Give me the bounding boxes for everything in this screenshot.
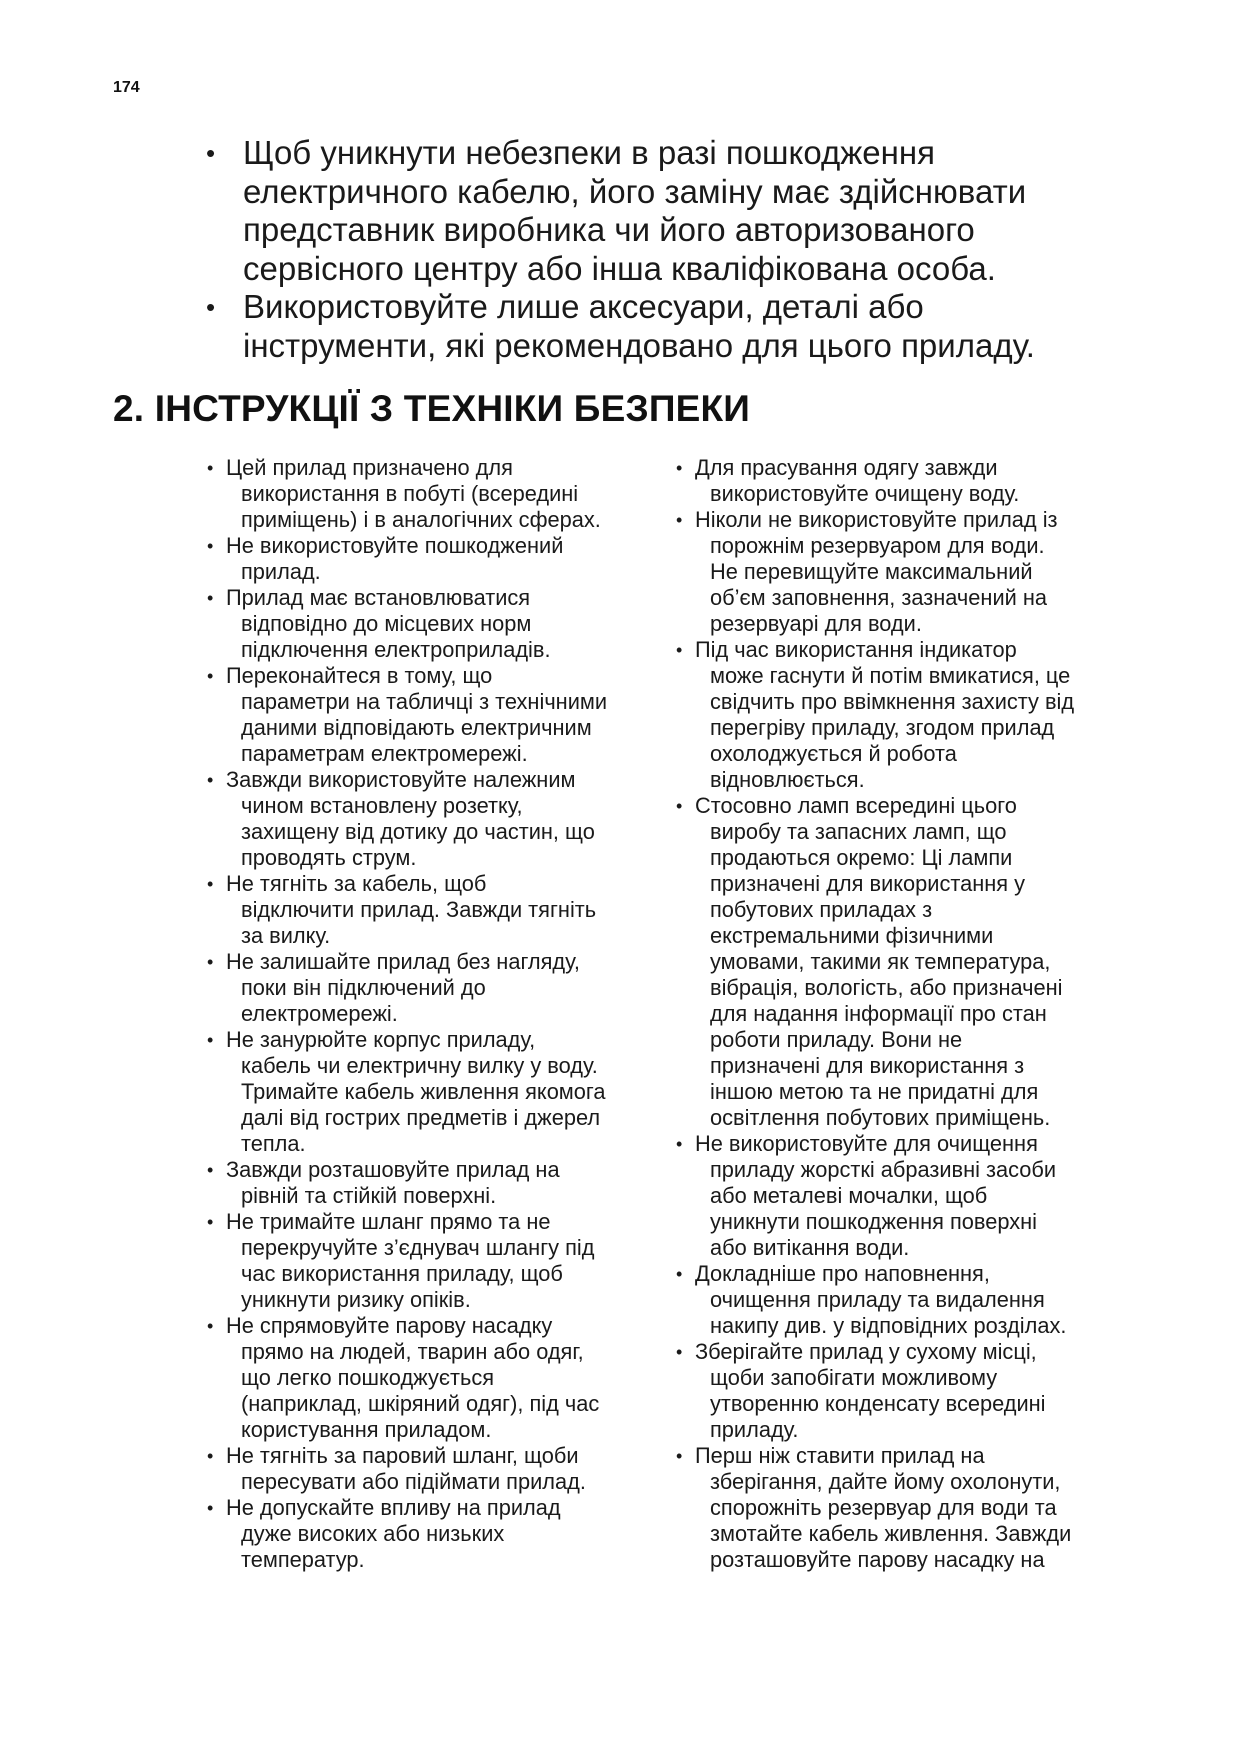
- list-item-line: вібрація, вологість, або призначені: [710, 975, 1063, 1000]
- list-item-line: чином встановлену розетку,: [241, 793, 523, 818]
- page-number: 174: [113, 79, 140, 96]
- list-item-line: Не занурюйте корпус приладу,: [226, 1027, 536, 1052]
- bullet-icon: •: [207, 1212, 214, 1232]
- list-item-line: утворенню конденсату всередині: [710, 1391, 1046, 1416]
- list-item-line: захищену від дотику до частин, що: [241, 819, 595, 844]
- list-item-line: представник виробника чи його авторизованого: [243, 211, 975, 248]
- list-item: [207, 1313, 677, 1443]
- list-item-line: перегріву приладу, згодом прилад: [710, 715, 1055, 740]
- list-item: [676, 455, 1126, 507]
- list-item-line: рівній та стійкій поверхні.: [241, 1183, 497, 1208]
- list-item-line: що легко пошкоджується: [241, 1365, 495, 1390]
- list-item-line: або витікання води.: [710, 1235, 910, 1260]
- list-item: [676, 507, 1126, 637]
- bullet-icon: •: [207, 770, 214, 790]
- list-item-line: перекручуйте з’єднувач шлангу під: [241, 1235, 595, 1260]
- list-item: [676, 1443, 1126, 1573]
- bullet-icon: •: [676, 1342, 683, 1362]
- list-item-line: очищення приладу та видалення: [710, 1287, 1045, 1312]
- list-item: [206, 134, 1166, 288]
- list-item-line: уникнути ризику опіків.: [241, 1287, 471, 1312]
- list-item-line: для надання інформації про стан: [710, 1001, 1047, 1026]
- bullet-icon: •: [207, 588, 214, 608]
- right-column-bullet-list: [676, 455, 1126, 1573]
- list-item-line: відновлюється.: [710, 767, 865, 792]
- list-item-line: роботи приладу. Вони не: [710, 1027, 963, 1052]
- list-item-line: параметри на табличці з технічними: [241, 689, 608, 714]
- bullet-icon: •: [676, 1264, 683, 1284]
- list-item-line: сервісного центру або інша кваліфікована особа.: [243, 249, 996, 287]
- list-item-line: Завжди розташовуйте прилад на: [226, 1157, 560, 1182]
- list-item-line: Щоб уникнути небезпеки в разі пошкодження: [243, 134, 935, 171]
- list-item-line: Не використовуйте для очищення: [695, 1131, 1038, 1156]
- list-item-line: резервуарі для води.: [710, 611, 922, 636]
- list-item: [207, 767, 677, 871]
- list-item-line: змотайте кабель живлення. Завжди: [710, 1521, 1072, 1546]
- bullet-icon: •: [207, 666, 214, 686]
- list-item-line: може гаснути й потім вмикатися, це: [710, 663, 1071, 688]
- bullet-icon: •: [676, 1134, 683, 1154]
- list-item-line: використання в побуті (всередині: [241, 481, 579, 506]
- bullet-icon: •: [207, 1030, 214, 1050]
- list-item: [676, 1131, 1126, 1261]
- list-item: [207, 1157, 677, 1209]
- list-item-line: приміщень) і в аналогічних сферах.: [241, 507, 601, 532]
- list-item-line: інструменти, які рекомендовано для цього приладу.: [243, 326, 1035, 364]
- list-item-line: Не залишайте прилад без нагляду,: [226, 949, 580, 974]
- list-item-line: тепла.: [241, 1131, 306, 1156]
- bullet-icon: •: [676, 510, 683, 530]
- list-item-line: Не тягніть за паровий шланг, щоби: [226, 1443, 579, 1468]
- list-item: [207, 871, 677, 949]
- bullet-icon: •: [207, 536, 214, 556]
- list-item-line: пересувати або підіймати прилад.: [241, 1469, 586, 1494]
- list-item-line: Не тягніть за кабель, щоб: [226, 871, 487, 896]
- list-item-line: або металеві мочалки, щоб: [710, 1183, 988, 1208]
- list-item-line: даними відповідають електричним: [241, 715, 592, 740]
- list-item-line: щоби запобігати можливому: [710, 1365, 998, 1390]
- list-item: [207, 1443, 677, 1495]
- list-item-line: порожнім резервуаром для води.: [710, 533, 1045, 558]
- list-item-line: Не використовуйте пошкоджений: [226, 533, 564, 558]
- list-item-line: свідчить про ввімкнення захисту від: [710, 689, 1075, 714]
- list-item-line: температур.: [241, 1547, 365, 1572]
- list-item-line: побутових приладах з: [710, 897, 933, 922]
- list-item-line: освітлення побутових приміщень.: [710, 1105, 1051, 1130]
- list-item-line: підключення електроприладів.: [241, 637, 551, 662]
- list-item: [206, 288, 1166, 365]
- list-item: [207, 1027, 677, 1157]
- list-item-line: відповідно до місцевих норм: [241, 611, 532, 636]
- list-item-line: Докладніше про наповнення,: [695, 1261, 990, 1286]
- list-item-line: приладу жорсткі абразивні засоби: [710, 1157, 1057, 1182]
- list-item-line: Використовуйте лише аксесуари, деталі або: [243, 288, 924, 325]
- bullet-icon: •: [207, 952, 214, 972]
- list-item-line: кабель чи електричну вилку у воду.: [241, 1053, 598, 1078]
- list-item-line: Зберігайте прилад у сухому місці,: [695, 1339, 1037, 1364]
- list-item-line: накипу див. у відповідних розділах.: [710, 1313, 1067, 1338]
- list-item-line: далі від гострих предметів і джерел: [241, 1105, 601, 1130]
- list-item-line: призначені для використання у: [710, 871, 1026, 896]
- list-item: [207, 1209, 677, 1313]
- bullet-icon: •: [207, 1316, 214, 1336]
- list-item-line: прилад.: [241, 559, 321, 584]
- list-item-line: прямо на людей, тварин або одяг,: [241, 1339, 584, 1364]
- left-column-bullet-list: [207, 455, 677, 1573]
- list-item-line: дуже високих або низьких: [241, 1521, 505, 1546]
- list-item-line: Не перевищуйте максимальний: [710, 559, 1033, 584]
- list-item-line: Стосовно ламп всередині цього: [695, 793, 1017, 818]
- bullet-icon: •: [207, 1160, 214, 1180]
- bullet-icon: •: [207, 874, 214, 894]
- list-item-line: Цей прилад призначено для: [226, 455, 513, 480]
- intro-bullet-list: [206, 134, 1166, 365]
- list-item: [207, 455, 677, 533]
- list-item-line: Для прасування одягу завжди: [695, 455, 998, 480]
- list-item-line: за вилку.: [241, 923, 331, 948]
- list-item-line: умовами, такими як температура,: [710, 949, 1051, 974]
- list-item: [207, 949, 677, 1027]
- list-item-line: спорожніть резервуар для води та: [710, 1495, 1057, 1520]
- list-item-line: Під час використання індикатор: [695, 637, 1017, 662]
- list-item-line: охолоджується й робота: [710, 741, 957, 766]
- list-item-line: поки він підключений до: [241, 975, 486, 1000]
- bullet-icon: •: [207, 1446, 214, 1466]
- list-item-line: електромережі.: [241, 1001, 398, 1026]
- list-item-line: Прилад має встановлюватися: [226, 585, 531, 610]
- list-item-line: відключити прилад. Завжди тягніть: [241, 897, 597, 922]
- list-item-line: об’єм заповнення, зазначений на: [710, 585, 1048, 610]
- list-item: [676, 637, 1126, 793]
- list-item-line: використовуйте очищену воду.: [710, 481, 1020, 506]
- list-item: [676, 793, 1126, 1131]
- list-item-line: призначені для використання з: [710, 1053, 1025, 1078]
- list-item-line: Не спрямовуйте парову насадку: [226, 1313, 553, 1338]
- list-item-line: іншою метою та не придатні для: [710, 1079, 1039, 1104]
- list-item: [676, 1339, 1126, 1443]
- list-item-line: Ніколи не використовуйте прилад із: [695, 507, 1058, 532]
- list-item-line: Тримайте кабель живлення якомога: [241, 1079, 606, 1104]
- list-item-line: параметрам електромережі.: [241, 741, 528, 766]
- list-item: [207, 585, 677, 663]
- list-item-line: приладу.: [710, 1417, 799, 1442]
- section-title: 2. ІНСТРУКЦІЇ З ТЕХНІКИ БЕЗПЕКИ: [113, 388, 751, 429]
- bullet-icon: •: [676, 1446, 683, 1466]
- bullet-icon: •: [676, 640, 683, 660]
- list-item-line: проводять струм.: [241, 845, 417, 870]
- list-item-line: час використання приладу, щоб: [241, 1261, 563, 1286]
- list-item-line: Переконайтеся в тому, що: [226, 663, 493, 688]
- bullet-icon: •: [207, 1498, 214, 1518]
- bullet-icon: •: [676, 796, 683, 816]
- bullet-icon: •: [206, 138, 216, 168]
- list-item-line: уникнути пошкодження поверхні: [710, 1209, 1038, 1234]
- bullet-icon: •: [676, 458, 683, 478]
- list-item-line: користування приладом.: [241, 1417, 492, 1442]
- bullet-icon: •: [207, 458, 214, 478]
- list-item-line: екстремальними фізичними: [710, 923, 994, 948]
- list-item-line: продаються окремо: Ці лампи: [710, 845, 1013, 870]
- list-item-line: розташовуйте парову насадку на: [710, 1547, 1045, 1572]
- list-item-line: Перш ніж ставити прилад на: [695, 1443, 985, 1468]
- list-item-line: Завжди використовуйте належним: [226, 767, 576, 792]
- bullet-icon: •: [206, 292, 216, 322]
- list-item: [207, 533, 677, 585]
- list-item: [207, 1495, 677, 1573]
- list-item-line: виробу та запасних ламп, що: [710, 819, 1007, 844]
- list-item: [207, 663, 677, 767]
- list-item-line: Не тримайте шланг прямо та не: [226, 1209, 551, 1234]
- list-item-line: (наприклад, шкіряний одяг), під час: [241, 1391, 600, 1416]
- list-item-line: Не допускайте впливу на прилад: [226, 1495, 561, 1520]
- list-item-line: електричного кабелю, його заміну має здійснювати: [243, 172, 1027, 210]
- list-item: [676, 1261, 1126, 1339]
- list-item-line: зберігання, дайте йому охолонути,: [710, 1469, 1061, 1494]
